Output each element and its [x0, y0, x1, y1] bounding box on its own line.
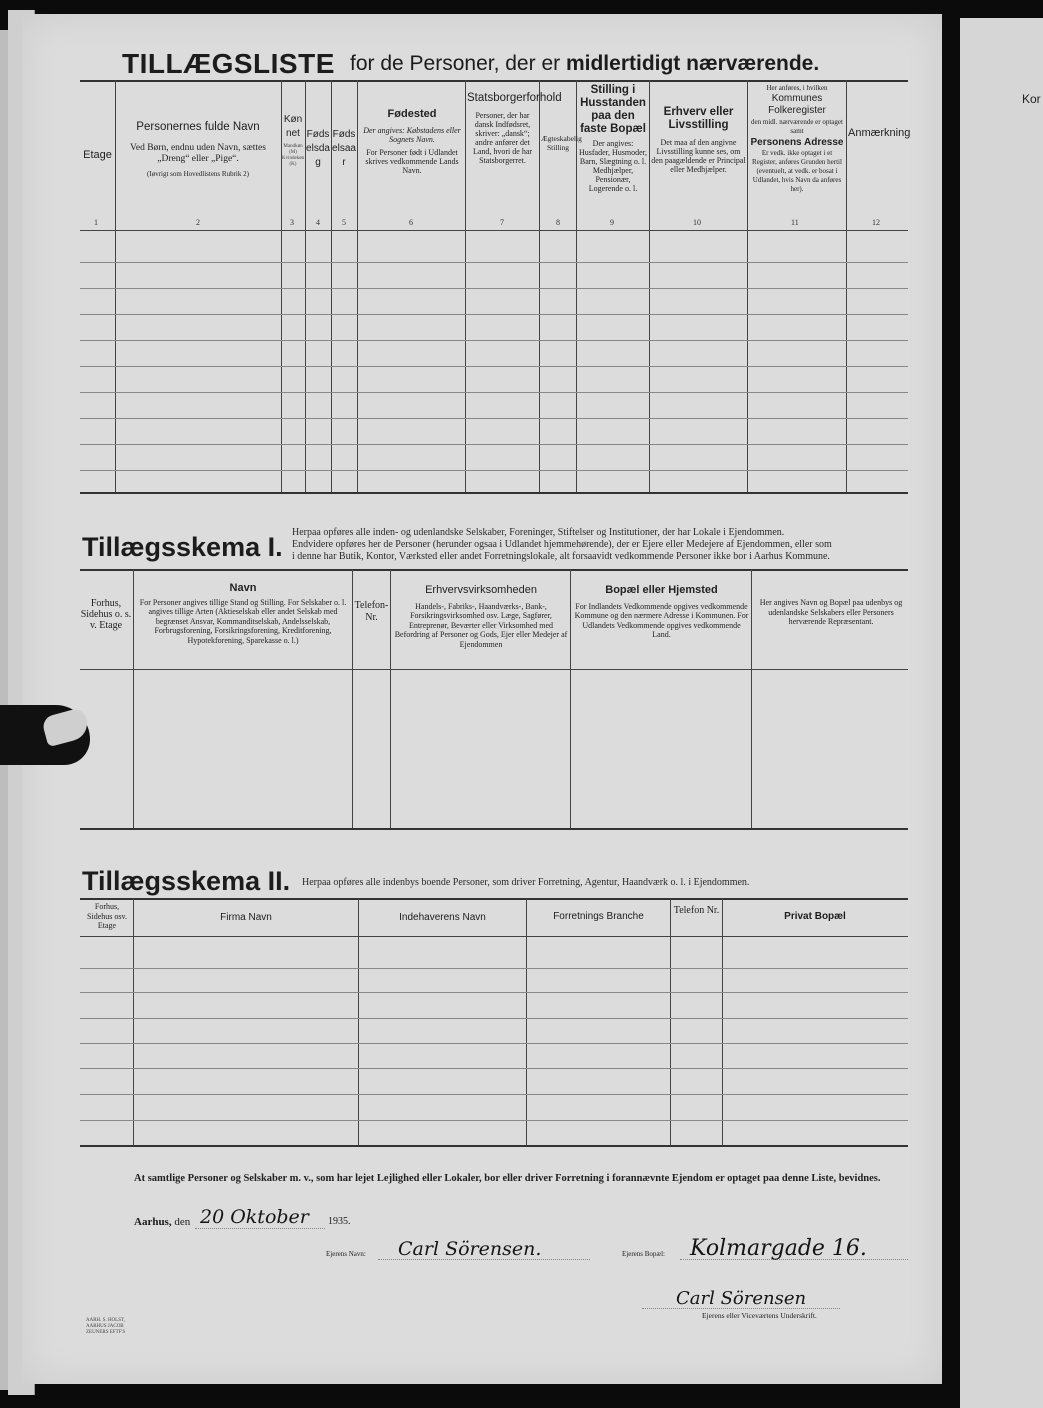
skema1-title: Tillægsskema I. — [82, 532, 283, 562]
owner-address-label: Ejerens Bopæl: — [622, 1250, 665, 1258]
date-line — [134, 1216, 190, 1228]
skema1-description: Herpaa opføres alle inden- og udenlandske Selskaber, Foreninger, Stiftelser og Institutioner, der har Lokale i Ejendommen. Endvidere opføres her de Personer (herunder ogsaa i Udlandet hjemmehørende), der er Ejere eller Medejere af Ejendommen, eller som i denne har Butik, Kontor, Værksted eller andet Forretningslokale, alt forsaavidt vedkommende Personer ikke bor i Aarhus Kommune. — [292, 527, 832, 562]
table1-bottom-rule — [80, 492, 908, 494]
t1-row-rule — [80, 314, 908, 315]
s2-vline — [358, 898, 359, 1145]
date-handwritten: 20 Oktober — [200, 1206, 309, 1228]
s2-col-etage: Forhus, Sidehus osv. Etage — [87, 902, 127, 930]
date-dotted-line — [195, 1228, 325, 1229]
t1-col-fodselsaar: Fødselsaar — [332, 129, 356, 168]
t1-vline — [115, 80, 116, 492]
col-number: 10 — [693, 218, 701, 227]
facing-page-text: Kor — [1022, 92, 1041, 106]
owner-name-handwritten: Carl Sörensen. — [398, 1238, 542, 1260]
col-number: 6 — [409, 218, 413, 227]
printer-mark: AARH. S. HOLST, AARHUS JACOB ZEUNERS EFTF'S — [86, 1318, 126, 1335]
city-label: Aarhus, — [134, 1216, 172, 1228]
signature-handwritten: Carl Sörensen — [676, 1288, 807, 1309]
s2-col-branche: Forretnings Branche — [553, 911, 644, 922]
t1-vline — [649, 80, 650, 492]
t1-row-rule — [80, 366, 908, 367]
s1-vline — [352, 569, 353, 828]
t1-row-rule — [80, 288, 908, 289]
title-for: for de Personer, der er — [350, 52, 561, 75]
t1-col-statsborger: Statsborgerforhold Personer, der har dansk Indfødsret, skriver: „dansk“; andre anfører det Land, hvori de har Statsborgerret. — [467, 92, 562, 165]
s1-vline — [133, 569, 134, 828]
s2-row-rule — [80, 1043, 908, 1044]
signature-label: Ejerens eller Viceværtens Underskrift. — [702, 1311, 817, 1320]
s2-col-bopael: Privat Bopæl — [784, 911, 846, 922]
s2-col-indehaver: Indehaverens Navn — [399, 912, 486, 923]
col-number: 3 — [290, 218, 294, 227]
t1-vline — [747, 80, 748, 492]
skema2-title: Tillægsskema II. — [82, 866, 291, 896]
t1-vline — [357, 80, 358, 492]
t1-col-etage: Etage — [83, 149, 112, 161]
t1-col-navn: Personernes fulde Navn Ved Børn, endnu uden Navn, sættes „Dreng“ eller „Pige“. (Iøvrigt som Hovedlistens Rubrik 2) — [130, 121, 266, 178]
owner-name-label: Ejerens Navn: — [326, 1250, 366, 1258]
skema2-bottom-rule — [80, 1145, 908, 1147]
col-number: 7 — [500, 218, 504, 227]
page-subtitle — [350, 52, 819, 76]
s2-row-rule — [80, 1068, 908, 1069]
col-number: 4 — [316, 218, 320, 227]
s2-row-rule — [80, 1094, 908, 1095]
s2-vline — [722, 898, 723, 1145]
t1-vline — [539, 80, 540, 492]
t1-row-rule — [80, 262, 908, 263]
s2-vline — [133, 898, 134, 1145]
col-number: 8 — [556, 218, 560, 227]
table1-top-rule — [80, 80, 908, 82]
t1-col-kon: Kønnet Mandkøn (M) Kvindekøn (K) — [282, 114, 305, 167]
s2-col-telefon: Telefon Nr. — [673, 905, 720, 916]
s1-vline — [570, 569, 571, 828]
s2-vline — [526, 898, 527, 1145]
s2-row-rule — [80, 1018, 908, 1019]
skema1-header-rule — [80, 669, 908, 670]
s2-row-rule — [80, 968, 908, 969]
t1-row-rule — [80, 392, 908, 393]
s1-col-navn: Navn For Personer angives tillige Stand og Stilling. For Selskaber o. l. angives tillige Arten (Aktieselskab eller andet Selskab med begrænset Ansvar, Kommanditselskab, Andelsselskab, Forbrugsforening, Forsikringsforening, Kreditforening, Hypotekforening, Sparekasse o. l.) — [139, 582, 347, 645]
s1-vline — [751, 569, 752, 828]
skema2-header-rule — [80, 936, 908, 937]
t1-col-folkeregister: Her anføres, i hvilken Kommunes Folkeregister den midl. nærværende er optaget samt Personens Adresse Er vedk. ikke optaget i et Register, anføres Grunden hertil (eventuelt, at vedk. er bosat i Udlandet, hvis Navn da anføres her). — [750, 84, 844, 193]
title-bold: midlertidigt nærværende. — [565, 52, 820, 75]
skema2-top-rule — [80, 898, 908, 900]
col-number: 12 — [872, 218, 880, 227]
facing-page — [960, 18, 1043, 1408]
skema2-description: Herpaa opføres alle indenbys boende Personer, som driver Forretning, Agentur, Haandværk o. l. i Ejendommen. — [302, 877, 750, 888]
year-label: 1935. — [328, 1216, 351, 1227]
owner-address-handwritten: Kolmargade 16. — [690, 1236, 867, 1261]
t1-col-aegteskab: Ægteskabelig Stilling — [541, 134, 582, 152]
s2-col-firma: Firma Navn — [220, 912, 272, 923]
t1-col-fodselsdag: Fødselsdag — [306, 129, 330, 168]
t1-col-fodested: Fødested Der angives: Købstadens eller Sognets Navn. For Personer født i Udlandet skrives vedkommende Lands Navn. — [363, 108, 461, 175]
t1-row-rule — [80, 444, 908, 445]
s2-vline — [670, 898, 671, 1145]
s2-row-rule — [80, 1120, 908, 1121]
col-number: 1 — [94, 218, 98, 227]
s1-vline — [390, 569, 391, 828]
attestation-statement: At samtlige Personer og Selskaber m. v., som har lejet Lejlighed eller Lokaler, bor eller driver Forretning i forannævnte Ejendom er optaget paa denne Liste, bevidnes. — [134, 1173, 881, 1184]
t1-col-erhverv: Erhverv eller Livsstilling Det maa af den angivne Livsstilling kunne ses, om den paagældende er Principal eller Medhjælper. — [651, 106, 746, 174]
t1-vline — [465, 80, 466, 492]
table1-header-rule — [80, 230, 908, 231]
skema1-top-rule — [80, 569, 908, 571]
s1-col-repr: Her angives Navn og Bopæl paa udenbys og udenlandske Selskabers eller Personers herværende Repræsentant. — [759, 598, 903, 626]
s1-col-telefon: Telefon-Nr. — [354, 600, 389, 623]
t1-row-rule — [80, 418, 908, 419]
s2-row-rule — [80, 992, 908, 993]
col-number: 2 — [196, 218, 200, 227]
s1-col-etage: Forhus, Sidehus o. s. v. Etage — [80, 598, 132, 631]
t1-row-rule — [80, 340, 908, 341]
s1-col-erhverv: Erhvervsvirksomheden Handels-, Fabriks-, Haandværks-, Bank-, Forsikringsvirksomhed osv. Læge, Sagfører, Entreprenør, Beværter eller Virksomhed med Befordring af Personer og Gods, Ejer eller Medejer af Ejendommen — [394, 584, 568, 649]
skema1-bottom-rule — [80, 828, 908, 830]
col-number: 11 — [791, 218, 799, 227]
t1-col-stilling: Stilling i Husstanden paa den faste Bopæl Der angives: Husfader, Husmoder, Barn, Slægtning o. l. Medhjælper, Pensionær, Logerende o. l. — [578, 84, 647, 193]
den-label: den — [174, 1216, 191, 1228]
t1-vline — [846, 80, 847, 492]
col-number: 9 — [610, 218, 614, 227]
t1-row-rule — [80, 470, 908, 471]
col-number: 5 — [342, 218, 346, 227]
t1-col-anmaerkning: Anmærkning — [848, 127, 911, 139]
page-title: TILLÆGSLISTE — [122, 48, 335, 79]
s1-col-bopael: Bopæl eller Hjemsted For Indlandets Vedkommende opgives vedkommende Kommune og den nærmere Adresse i Kommunen. For Udlandets Vedkommende opgives vedkommende Land. — [574, 584, 749, 639]
